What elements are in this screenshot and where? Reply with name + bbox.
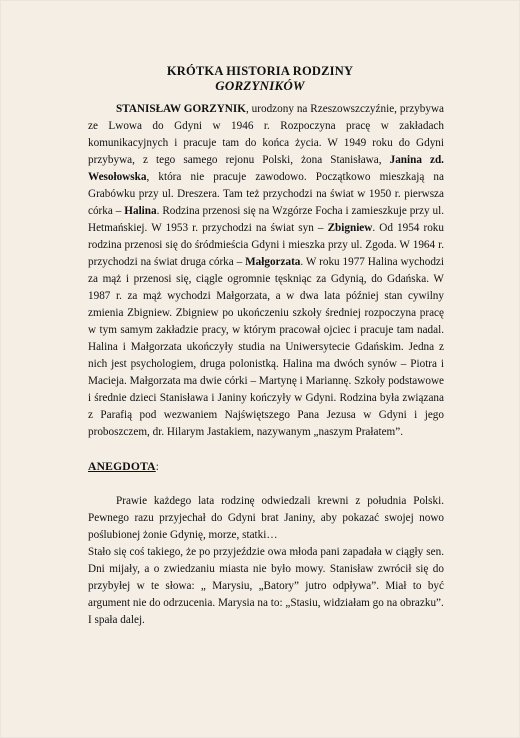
- name-janina: Janina zd. Wesołowska: [88, 154, 444, 183]
- history-paragraph: [88, 101, 444, 441]
- history-text-1: , urodzony na Rzeszowszczyźnie, przybywa ze Lwowa do Gdyni w 1946 r. Rozpoczyna pracę w zakładach komunikacyjnych i pracuje tam do końca życia. W 1949 roku do Gdyni przybywa, z tego samego rejonu Polski, żona Stanisława,: [88, 103, 444, 166]
- anegdota-heading-line: [88, 458, 444, 476]
- story-paragraph-3: [88, 612, 444, 629]
- story-text-1: Prawie każdego lata rodzinę odwiedzali krewni z południa Polski. Pewnego razu przyjechał do Gdyni brat Janiny, aby pokazać swojej nowo poślubionej żonie Gdynię, morze, statki…: [88, 495, 444, 541]
- document-body: [88, 101, 444, 629]
- name-stanislaw: STANISŁAW GORZYNIK: [116, 103, 246, 115]
- history-text-5: . W roku 1977 Halina wychodzi za mąż i przenosi się, ciągle ogromnie tęskniąc za Gdynią, do Gdańska. W 1987 r. za mąż wychodzi Małgorzata, a w dwa lata później stan cywilny zmienia Zbigniew. Zbigniew po ukończeniu szkoły średniej rozpoczyna pracę w tym samym zakładzie pracy, w którym pracował ojciec i pracuje tam nadal. Halina i Małgorzata ukończyły studia na Uniwersytecie Gdańskim. Jedna z nich jest psychologiem, druga polonistką. Halina ma dwóch synów – Piotra i Macieja. Małgorzata ma dwie córki – Martynę i Mariannę. Szkoły podstawowe i średnie dzieci Stanisława i Janiny kończyły w Gdyni. Rodzina była związana z Parafią pod wezwaniem Najświętszego Pana Jezusa w Gdyni i jego proboszczem, dr. Hilarym Jastakiem, nazywanym „naszym Prałatem”.: [88, 256, 444, 438]
- history-text-2: , która nie pracuje zawodowo. Początkowo mieszkają na Grabówku przy ul. Dreszera. Tam też przychodzi na świat w 1950 r. pierwsza córka –: [88, 171, 444, 217]
- document-title: [0, 64, 520, 93]
- anegdota-heading: ANEGDOTA: [88, 460, 156, 473]
- title-line-2: GORZYNIKÓW: [215, 78, 305, 93]
- name-malgorzata: Małgorzata: [245, 256, 301, 268]
- history-text-3: . Rodzina przenosi się na Wzgórze Focha i zamieszkuje przy ul. Hetmańskiej. W 1953 r. przychodzi na świat syn –: [88, 205, 444, 234]
- section-spacer-2: [88, 476, 444, 493]
- section-spacer: [88, 441, 444, 458]
- history-text-4: . Od 1954 roku rodzina przenosi się do śródmieścia Gdyni i mieszka przy ul. Zgoda. W 1964 r. przychodzi na świat druga córka –: [88, 222, 444, 268]
- name-zbigniew: Zbigniew: [327, 222, 373, 234]
- title-line-1: KRÓTKA HISTORIA RODZINY: [166, 64, 354, 78]
- story-paragraph-2: [88, 544, 444, 612]
- story-text-2: Stało się coś takiego, że po przyjeździe owa młoda pani zapadała w ciągły sen. Dni mijały, a o zwiedzaniu miasta nie było mowy. Stanisław zwrócił się do przybyłej w te słowa: „ Marysiu, „Batory” jutro odpływa”. Miał to być argument nie do odrzucenia. Marysia na to: „Stasiu, widziałam go na obrazku”.: [88, 546, 444, 609]
- story-paragraph-1: [88, 493, 444, 544]
- name-halina: Halina: [124, 205, 157, 217]
- anegdota-colon: :: [155, 461, 159, 473]
- story-text-3: I spała dalej.: [88, 614, 145, 626]
